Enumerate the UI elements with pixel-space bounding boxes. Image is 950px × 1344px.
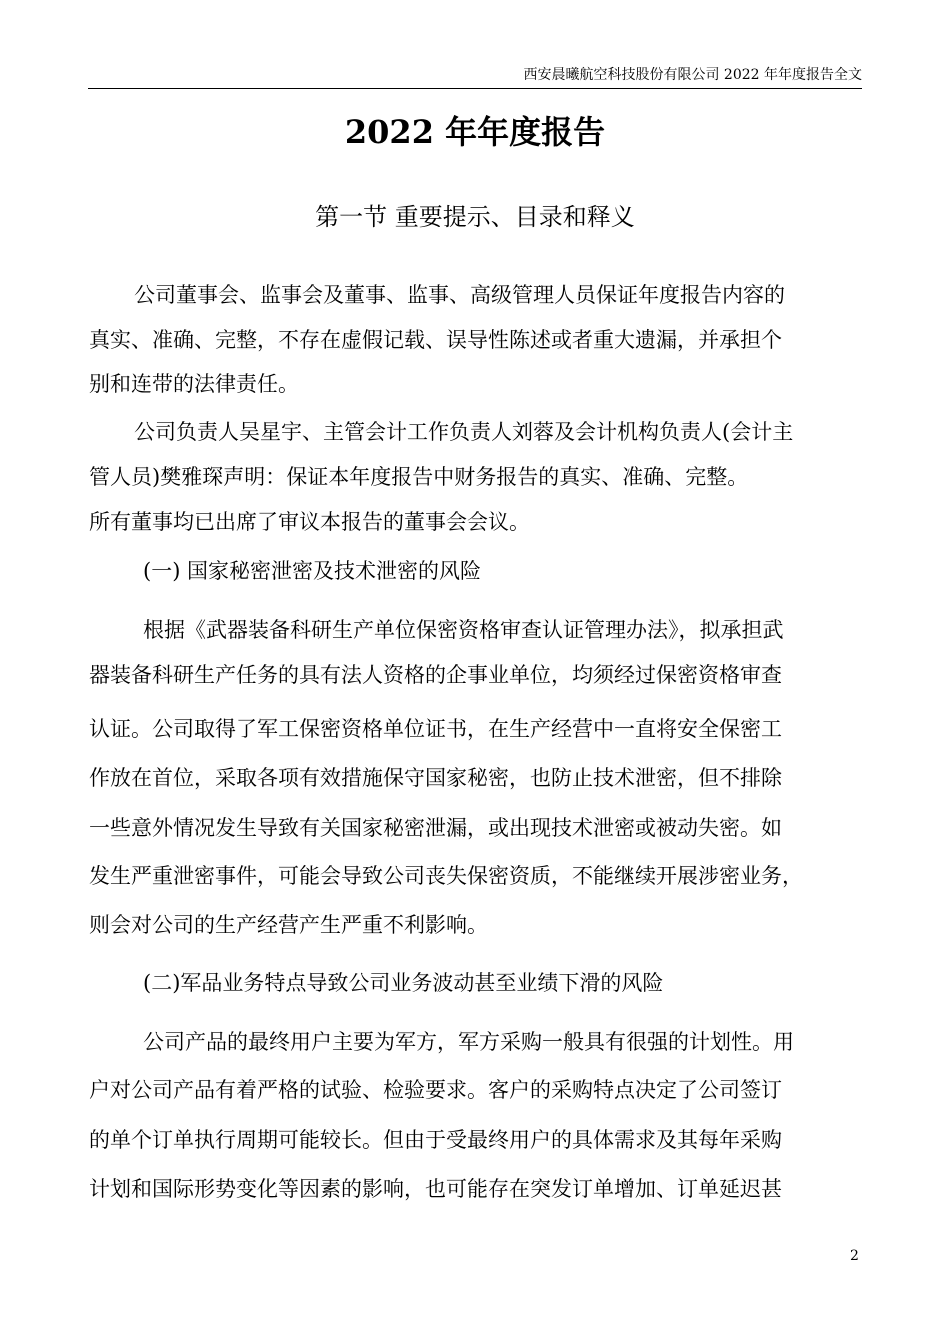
- text-line: 公司董事会、监事会及董事、监事、高级管理人员保证年度报告内容的: [134, 283, 785, 307]
- running-header: 西安晨曦航空科技股份有限公司 2022 年年度报告全文: [523, 67, 862, 83]
- text-line: 根据《武器装备科研生产单位保密资格审查认证管理办法》，拟承担武: [143, 618, 784, 642]
- section-title: 第一节 重要提示、目录和释义: [315, 203, 635, 231]
- page-number: 2: [850, 1248, 859, 1264]
- text-line: 真实、准确、完整，不存在虚假记载、误导性陈述或者重大遗漏，并承担个: [89, 328, 782, 352]
- paragraph-attendance: 所有董事均已出席了审议本报告的董事会会议。: [89, 510, 530, 534]
- text-line: 一些意外情况发生导致有关国家秘密泄漏，或出现技术泄密或被动失密。如: [89, 816, 782, 840]
- text-line: 的单个订单执行周期可能较长。但由于受最终用户的具体需求及其每年采购: [89, 1128, 782, 1152]
- text-line: 器装备科研生产任务的具有法人资格的企事业单位，均须经过保密资格审查: [89, 663, 782, 687]
- text-line: 作放在首位，采取各项有效措施保守国家秘密，也防止技术泄密，但不排除: [89, 766, 782, 790]
- text-line: 则会对公司的生产经营产生严重不利影响。: [89, 913, 488, 937]
- text-line: 认证。公司取得了军工保密资格单位证书，在生产经营中一直将安全保密工: [89, 717, 782, 741]
- text-line: 发生严重泄密事件，可能会导致公司丧失保密资质，不能继续开展涉密业务，: [89, 864, 803, 888]
- header-rule: [88, 88, 862, 89]
- text-line: 公司产品的最终用户主要为军方，军方采购一般具有很强的计划性。用: [143, 1030, 794, 1054]
- report-title: 2022 年年度报告: [344, 113, 606, 151]
- text-line: 别和连带的法律责任。: [89, 372, 299, 396]
- text-line: 管人员)樊雅琛声明：保证本年度报告中财务报告的真实、准确、完整。: [89, 465, 749, 489]
- risk-heading-military: (二)军品业务特点导致公司业务波动甚至业绩下滑的风险: [143, 971, 664, 995]
- risk-heading-secrecy: (一) 国家秘密泄密及技术泄密的风险: [143, 559, 482, 583]
- text-line: 户对公司产品有着严格的试验、检验要求。客户的采购特点决定了公司签订: [89, 1078, 782, 1102]
- text-line: 公司负责人吴星宇、主管会计工作负责人刘蓉及会计机构负责人(会计主: [134, 420, 794, 444]
- text-line: 计划和国际形势变化等因素的影响，也可能存在突发订单增加、订单延迟甚: [89, 1177, 782, 1201]
